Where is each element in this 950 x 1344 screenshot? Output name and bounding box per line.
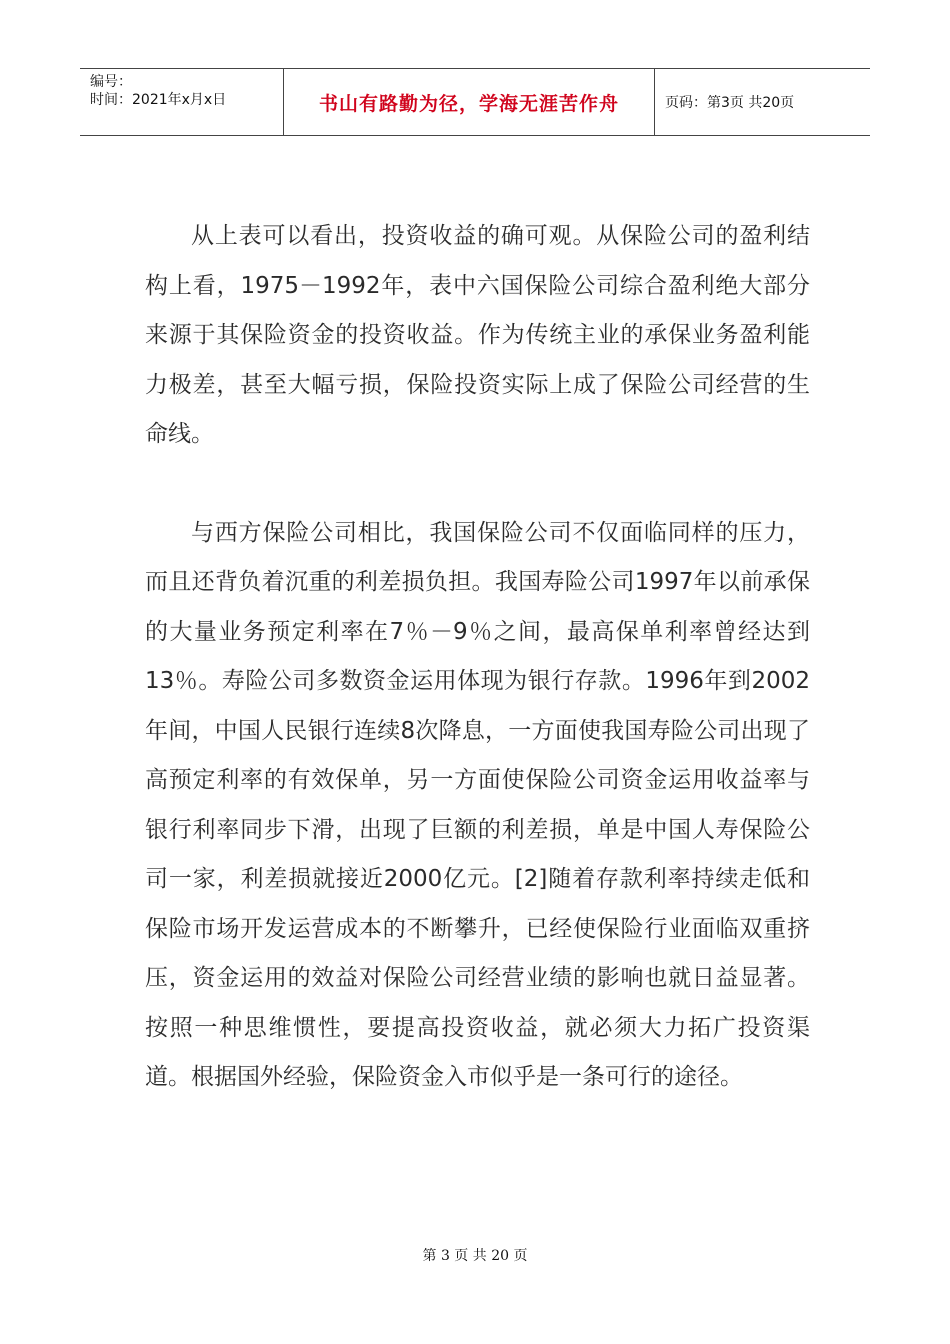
paragraph: 与西方保险公司相比，我国保险公司不仅面临同样的压力，而且还背负着沉重的利差损负担。我国寿险公司1997年以前承保的大量业务预定利率在7％－9％之间，最高保单利率曾经达到13％。寿险公司多数资金运用体现为银行存款。1996年到2002年间，中国人民银行连续8次降息，一方面使我国寿险公司出现了高预定利率的有效保单，另一方面使保险公司资金运用收益率与银行利率同步下滑，出现了巨额的利差损，单是中国人寿保险公司一家，利差损就接近2000亿元。[2]随着存款利率持续走低和保险市场开发运营成本的不断攀升，已经使保险行业面临双重挤压，资金运用的效益对保险公司经营业绩的影响也就日益显著。按照一种思维惯性，要提高投资收益，就必须大力拓广投资渠道。根据国外经验，保险资金入市似乎是一条可行的途径。 [145,519,810,1090]
page-header [80,68,870,136]
page-footer: 第 3 页 共 20 页 [422,1248,528,1264]
header-page-info: 页码：第3页 共20页 [665,95,795,111]
header-meta [80,69,283,135]
header-motto: 书山有路勤为径，学海无涯苦作舟 [283,69,655,135]
document-date: 时间：2021年x月x日 [90,92,227,108]
document-number-label: 编号： [90,74,132,90]
paragraph: 从上表可以看出，投资收益的确可观。从保险公司的盈利结构上看，1975－1992年，表中六国保险公司综合盈利绝大部分来源于其保险资金的投资收益。作为传统主业的承保业务盈利能力极差，甚至大幅亏损，保险投资实际上成了保险公司经营的生命线。 [145,223,810,447]
document-body [145,212,810,1103]
